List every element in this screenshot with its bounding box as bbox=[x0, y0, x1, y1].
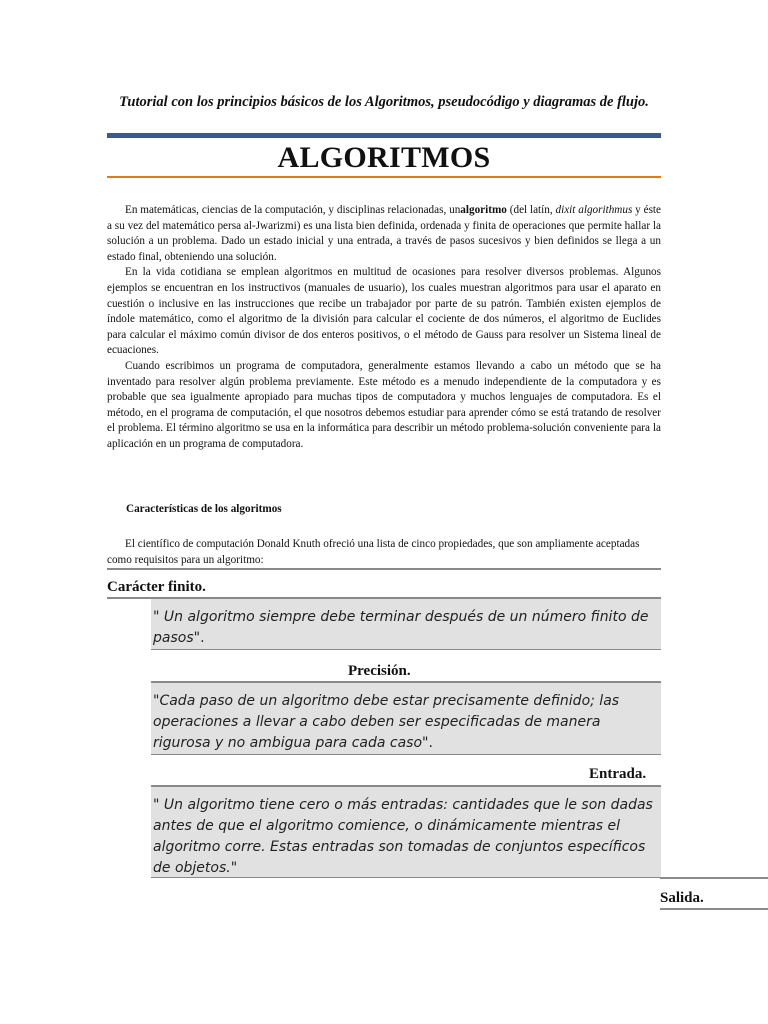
knuth-paragraph: El científico de computación Donald Knuth ofreció una lista de cinco propiedades, que son ampliamente aceptadas como requisitos para un algoritmo: bbox=[107, 538, 640, 566]
characteristics-intro bbox=[107, 537, 661, 568]
quote-input-text: Un algoritmo tiene cero o más entradas: cantidades que le son dadas antes de que el algoritmo comience, o dinámicamente mientras el algoritmo corre. Estas entradas son tomadas de conjuntos específicos de objetos. bbox=[153, 797, 653, 876]
quote-precision bbox=[151, 683, 661, 755]
characteristics-heading: Características de los algoritmos bbox=[126, 503, 282, 515]
paragraph-3: Cuando escribimos un programa de computadora, generalmente estamos llevando a cabo un método que se ha inventado para resolver algún problema previamente. Este método es a menudo independiente de la computadora y es probable que sea igualmente apropiado para muchas tipos de computadora y muchos lenguajes de computadora. Es el método, en el programa de computación, el que nosotros debemos estudiar para aprender cómo se está tratando de resolver el problema. El término algoritmo se usa en la informática para describir un método problema-solución conveniente para la aplicación en un programa de computadora. bbox=[107, 359, 661, 450]
p1-text-e: y éste a su vez del matemático persa al-Jwarizmi) es una lista bien definida, ordenada y finita de operaciones que permite hallar la solución a un problema. Dado un estado inicial y una entrada, a través de pasos sucesivos y bien definidos se llega a un estado final, obteniendo una solución. bbox=[107, 204, 661, 263]
section-rule bbox=[107, 568, 661, 570]
quote-close-mark: " bbox=[230, 860, 238, 876]
property-heading-precision: Precisión. bbox=[348, 663, 411, 679]
page-title: ALGORITMOS bbox=[277, 141, 491, 174]
p1-bold-term: algoritmo bbox=[460, 204, 507, 216]
quote-close-mark: ". bbox=[422, 735, 433, 751]
property-heading-finite: Carácter finito. bbox=[107, 579, 206, 595]
p1-text-c: (del latín, bbox=[506, 204, 556, 216]
orange-divider bbox=[107, 176, 661, 178]
quote-input bbox=[151, 787, 661, 878]
document-subtitle: Tutorial con los principios básicos de los Algoritmos, pseudocódigo y diagramas de flujo. bbox=[119, 94, 649, 110]
section-rule bbox=[660, 877, 768, 879]
property-heading-input: Entrada. bbox=[589, 766, 647, 782]
quote-open-mark: " bbox=[153, 609, 160, 625]
quote-precision-text: Cada paso de un algoritmo debe estar precisamente definido; las operaciones a llevar a cabo deben ser especificadas de manera rigurosa y no ambigua para cada caso bbox=[153, 693, 620, 751]
paragraph-1 bbox=[107, 203, 661, 265]
section-rule bbox=[660, 908, 768, 910]
quote-open-mark: " bbox=[153, 693, 160, 709]
property-heading-output: Salida. bbox=[660, 890, 704, 906]
quote-finite-text: Un algoritmo siempre debe terminar después de un número finito de pasos bbox=[153, 609, 649, 646]
quote-open-mark: " bbox=[153, 797, 160, 813]
quote-finite bbox=[151, 599, 661, 650]
p1-text-a: En matemáticas, ciencias de la computación, y disciplinas relacionadas, un bbox=[125, 204, 461, 216]
blue-divider bbox=[107, 133, 661, 138]
body-text bbox=[107, 203, 661, 453]
p1-italic-term: dixit algorithmus bbox=[555, 204, 633, 216]
paragraph-2: En la vida cotidiana se emplean algoritmos en multitud de ocasiones para resolver diversos problemas. Algunos ejemplos se encuentran en los instructivos (manuales de usuario), los cuales muestran algoritmos para usar el aparato en cuestión o inclusive en las instrucciones que recibe un trabajador por parte de su patrón. También existen ejemplos de índole matemático, como el algoritmo de la división para calcular el cociente de dos números, el algoritmo de Euclides para calcular el máximo común divisor de dos enteros positivos, o el método de Gauss para resolver un Sistema lineal de ecuaciones. bbox=[107, 266, 661, 357]
quote-close-mark: ". bbox=[193, 630, 205, 646]
